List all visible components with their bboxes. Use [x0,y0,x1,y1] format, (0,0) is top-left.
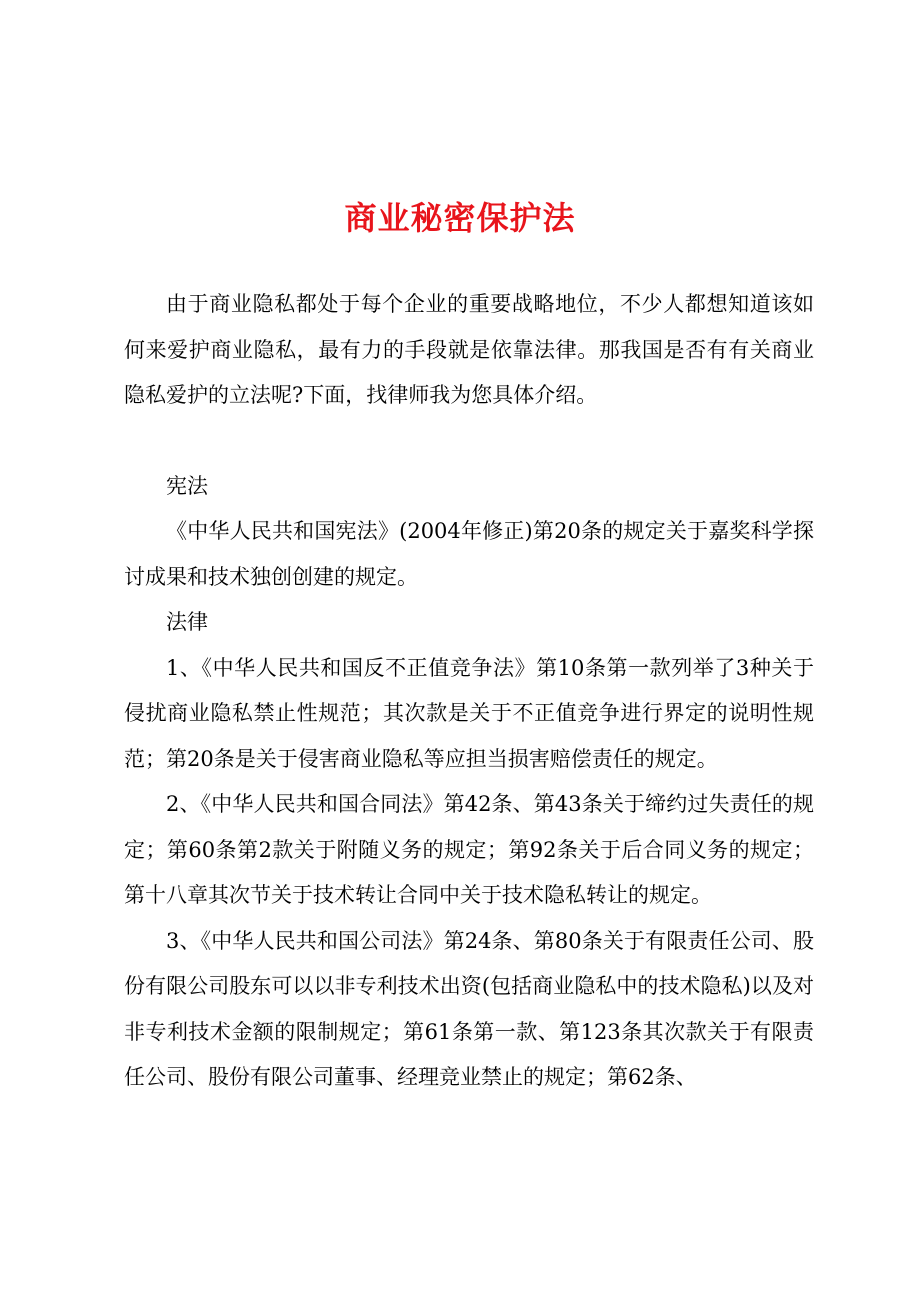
section-heading-law: 法律 [166,610,208,634]
law-item-2: 2、《中华人民共和国合同法》第42条、第43条关于缔约过失责任的规定；第60条第2款关于附随义务的规定；第92条关于后合同义务的规定；第十八章其次节关于技术转让合同中关于技术隐私转让的规定。 [124,792,814,907]
intro-paragraph: 由于商业隐私都处于每个企业的重要战略地位，不少人都想知道该如何来爱护商业隐私，最有力的手段就是依靠法律。那我国是否有有关商业隐私爱护的立法呢?下面，找律师我为您具体介绍。 [124,292,814,407]
document-body [124,282,814,1101]
section-heading-constitution: 宪法 [166,473,208,498]
document-title: 商业秘密保护法 [344,199,576,237]
constitution-paragraph: 《中华人民共和国宪法》(2004年修正)第20条的规定关于嘉奖科学探讨成果和技术独创创建的规定。 [124,519,814,589]
law-item-3: 3、《中华人民共和国公司法》第24条、第80条关于有限责任公司、股份有限公司股东可以以非专利技术出资(包括商业隐私中的技术隐私)以及对非专利技术金额的限制规定；第61条第一款、第123条其次款关于有限责任公司、股份有限公司董事、经理竞业禁止的规定；第62条、 [124,928,814,1089]
law-item-1: 1、《中华人民共和国反不正值竞争法》第10条第一款列举了3种关于侵扰商业隐私禁止性规范；其次款是关于不正值竞争进行界定的说明性规范；第20条是关于侵害商业隐私等应担当损害赔偿责任的规定。 [124,655,814,771]
